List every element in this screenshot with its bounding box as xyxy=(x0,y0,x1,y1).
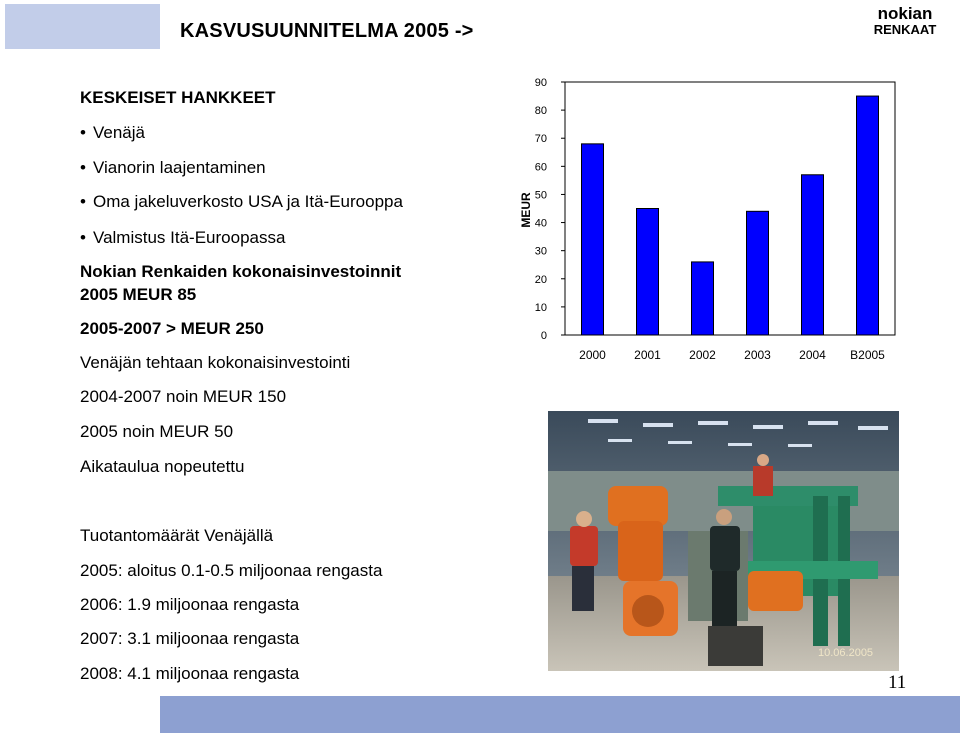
bullet-item: • Valmistus Itä-Euroopassa xyxy=(80,228,285,248)
page-title: KASVUSUUNNITELMA 2005 -> xyxy=(180,20,474,42)
y-tick-label: 20 xyxy=(534,273,547,286)
x-tick-label: B2005 xyxy=(850,348,885,362)
y-tick-label: 60 xyxy=(534,161,547,174)
russia-investment-line: Venäjän tehtaan kokonaisinvestointi xyxy=(80,353,351,372)
bar-B2005 xyxy=(857,96,879,335)
footer-color-bar xyxy=(160,696,960,733)
photo-timestamp: 10.06.2005 xyxy=(818,647,874,659)
y-tick-label: 70 xyxy=(534,133,547,146)
russia-investment-line: 2004-2007 noin MEUR 150 xyxy=(80,387,287,406)
investment-line: 2005 MEUR 85 xyxy=(80,285,197,304)
nokian-renkaat-logo xyxy=(852,4,958,36)
bullet-item: • Vianorin laajentaminen xyxy=(80,158,266,178)
logo-text-top: nokian xyxy=(877,4,933,23)
y-tick-label: 50 xyxy=(534,189,547,202)
x-tick-label: 2002 xyxy=(689,348,716,362)
bullet-item: • Venäjä xyxy=(80,123,145,143)
bar-2004 xyxy=(802,175,824,335)
bullet-item: • Oma jakeluverkosto USA ja Itä-Eurooppa xyxy=(80,192,403,212)
production-line: 2005: aloitus 0.1-0.5 miljoonaa rengasta xyxy=(80,561,383,580)
logo-text-bottom: RENKAAT xyxy=(873,22,937,36)
y-tick-label: 10 xyxy=(534,301,547,314)
y-tick-label: 30 xyxy=(534,245,547,258)
bar-2000 xyxy=(582,144,604,335)
russia-investment-line: Aikataulua nopeutettu xyxy=(80,457,245,476)
investment-line: 2005-2007 > MEUR 250 xyxy=(80,319,264,338)
x-tick-label: 2004 xyxy=(799,348,826,362)
section-heading: KESKEISET HANKKEET xyxy=(80,88,276,107)
production-line: 2008: 4.1 miljoonaa rengasta xyxy=(80,664,300,683)
investment-bar-chart xyxy=(510,70,950,375)
header-color-block xyxy=(5,4,160,49)
production-heading: Tuotantomäärät Venäjällä xyxy=(80,526,274,545)
y-axis-label: MEUR xyxy=(519,192,533,228)
x-tick-label: 2001 xyxy=(634,348,661,362)
production-line: 2007: 3.1 miljoonaa rengasta xyxy=(80,629,300,648)
bar-2002 xyxy=(692,262,714,335)
investment-line: Nokian Renkaiden kokonaisinvestoinnit xyxy=(80,262,402,281)
chart-plot-frame xyxy=(565,82,895,335)
production-line: 2006: 1.9 miljoonaa rengasta xyxy=(80,595,300,614)
page-number: 11 xyxy=(888,672,907,693)
y-tick-label: 90 xyxy=(534,77,547,89)
bar-2001 xyxy=(637,209,659,336)
x-tick-label: 2000 xyxy=(579,348,606,362)
factory-photo xyxy=(548,411,899,671)
y-tick-label: 80 xyxy=(534,105,547,118)
x-tick-label: 2003 xyxy=(744,348,771,362)
bar-2003 xyxy=(747,211,769,335)
y-tick-label: 40 xyxy=(534,217,547,230)
y-tick-label: 0 xyxy=(540,330,547,342)
russia-investment-line: 2005 noin MEUR 50 xyxy=(80,422,234,441)
